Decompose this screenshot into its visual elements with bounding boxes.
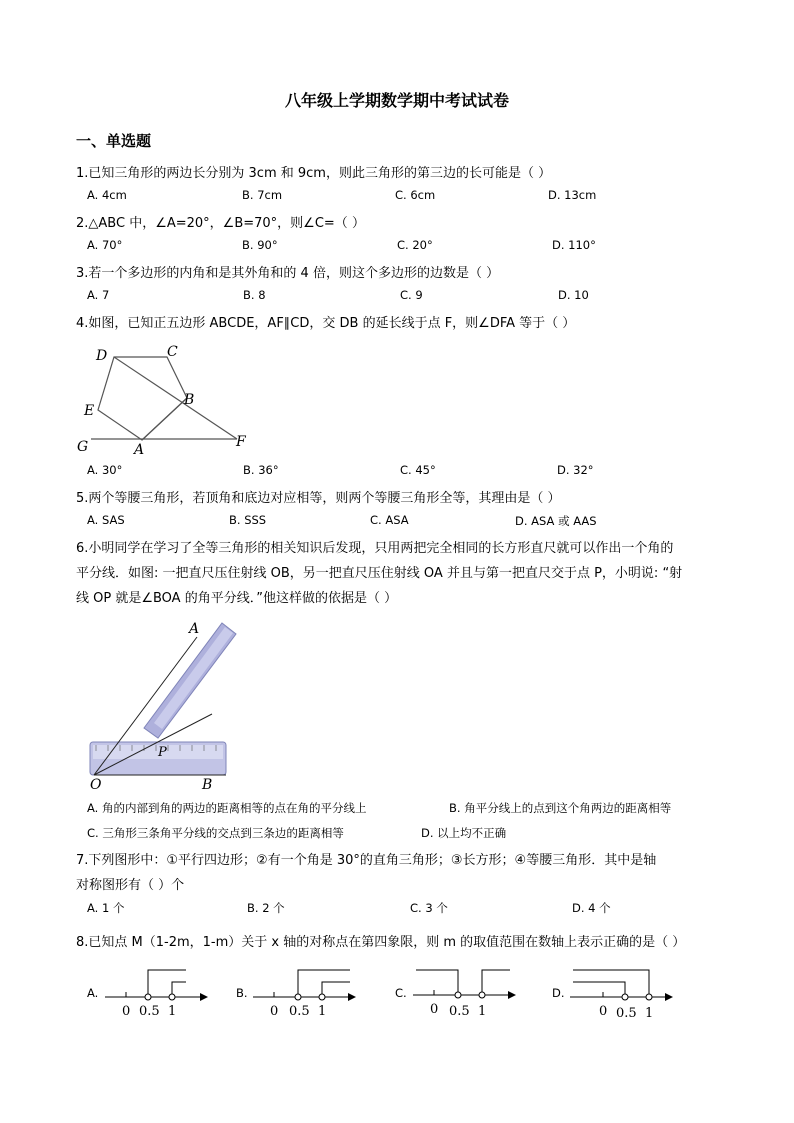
q7-option-d[interactable]: D. 4 个 (572, 901, 611, 915)
q4-option-a[interactable]: A. 30° (87, 463, 123, 477)
q7-option-c[interactable]: C. 3 个 (410, 901, 448, 915)
label-g: G (77, 439, 89, 455)
q1-option-c[interactable]: C. 6cm (395, 188, 436, 202)
label-c: C (167, 344, 178, 360)
question-8-text: 8.已知点 M（1-2m，1-m）关于 x 轴的对称点在第四象限，则 m 的取值范围在数轴上表示正确的是（ ） (76, 935, 686, 950)
label-b: B (202, 777, 213, 793)
q8-option-a[interactable]: A. (87, 986, 99, 1000)
label-b: B (184, 392, 195, 408)
q2-option-a[interactable]: A. 70° (87, 238, 123, 252)
q8-option-b[interactable]: B. (236, 986, 248, 1000)
q6-option-b[interactable]: B. 角平分线上的点到这个角两边的距离相等 (449, 801, 672, 815)
tick-0: 0 (270, 1004, 279, 1019)
q4-option-d[interactable]: D. 32° (557, 463, 594, 477)
tick-0: 0 (599, 1004, 608, 1019)
q8-option-d[interactable]: D. (552, 986, 565, 1000)
tick-1: 1 (478, 1004, 487, 1019)
tick-1: 1 (645, 1006, 654, 1020)
q6-option-d[interactable]: D. 以上均不正确 (421, 826, 507, 840)
pentagon-figure (72, 338, 262, 458)
q2-option-c[interactable]: C. 20° (397, 238, 433, 252)
q7-option-b[interactable]: B. 2 个 (247, 901, 285, 915)
label-e: E (84, 403, 95, 419)
q3-option-b[interactable]: B. 8 (243, 288, 266, 302)
question-6-line-1: 6.小明同学在学习了全等三角形的相关知识后发现，只用两把完全相同的长方形直尺就可以作出一个角的 (76, 541, 674, 556)
q4-option-c[interactable]: C. 45° (400, 463, 436, 477)
q5-option-c[interactable]: C. ASA (370, 513, 409, 527)
q1-option-a[interactable]: A. 4cm (87, 188, 127, 202)
q2-option-b[interactable]: B. 90° (242, 238, 278, 252)
tick-0: 0 (122, 1004, 131, 1019)
q3-option-a[interactable]: A. 7 (87, 288, 110, 302)
q7-option-a[interactable]: A. 1 个 (87, 901, 125, 915)
question-3-text: 3.若一个多边形的内角和是其外角和的 4 倍，则这个多边形的边数是（ ） (76, 266, 500, 281)
tick-0-5: 0.5 (139, 1004, 160, 1019)
q2-option-d[interactable]: D. 110° (552, 238, 596, 252)
question-5-text: 5.两个等腰三角形，若顶角和底边对应相等，则两个等腰三角形全等，其理由是（ ） (76, 491, 561, 506)
tick-1: 1 (318, 1004, 327, 1019)
q5-option-d[interactable]: D. ASA 或 AAS (515, 514, 597, 528)
label-a: A (134, 442, 145, 458)
question-7-line-2: 对称图形有（ ）个 (76, 878, 185, 893)
tick-1: 1 (168, 1004, 177, 1019)
label-d: D (96, 348, 108, 364)
label-f: F (236, 434, 246, 450)
q5-option-b[interactable]: B. SSS (229, 513, 267, 527)
section-heading: 一、单选题 (76, 132, 152, 150)
q6-option-c[interactable]: C. 三角形三条角平分线的交点到三条边的距离相等 (87, 826, 344, 840)
q3-option-c[interactable]: C. 9 (400, 288, 423, 302)
label-o: O (90, 777, 102, 793)
label-p: P (158, 745, 167, 760)
label-a: A (189, 621, 200, 637)
q6-option-a[interactable]: A. 角的内部到角的两边的距离相等的点在角的平分线上 (87, 801, 367, 815)
question-6-line-3: 线 OP 就是∠BOA 的角平分线．”他这样做的依据是（ ） (76, 591, 398, 606)
ruler-figure (84, 615, 244, 795)
number-line-b[interactable] (248, 965, 358, 1020)
question-6-line-2: 平分线．如图: 一把直尺压住射线 OB，另一把直尺压住射线 OA 并且与第一把直尺交于点 P，小明说: “射 (76, 566, 683, 581)
number-line-a[interactable] (100, 965, 210, 1020)
q4-option-b[interactable]: B. 36° (243, 463, 279, 477)
tick-0-5: 0.5 (616, 1006, 637, 1020)
question-2-text: 2.△ABC 中，∠A=20°，∠B=70°，则∠C=（ ） (76, 216, 365, 231)
q1-option-b[interactable]: B. 7cm (242, 188, 283, 202)
question-4-text: 4.如图，已知正五边形 ABCDE，AF∥CD，交 DB 的延长线于点 F，则∠DFA 等于（ ） (76, 316, 576, 331)
question-1-text: 1.已知三角形的两边长分别为 3cm 和 9cm，则此三角形的第三边的长可能是（ ） (76, 166, 552, 181)
tick-0-5: 0.5 (289, 1004, 310, 1019)
tick-0-5: 0.5 (449, 1004, 470, 1019)
tick-0: 0 (430, 1002, 439, 1017)
page-title: 八年级上学期数学期中考试试卷 (284, 91, 509, 110)
q8-option-c[interactable]: C. (395, 986, 407, 1000)
q5-option-a[interactable]: A. SAS (87, 513, 125, 527)
number-line-d[interactable] (565, 965, 675, 1020)
q1-option-d[interactable]: D. 13cm (548, 188, 597, 202)
q3-option-d[interactable]: D. 10 (558, 288, 589, 302)
number-line-c[interactable] (408, 965, 518, 1020)
question-7-line-1: 7.下列图形中：①平行四边形；②有一个角是 30°的直角三角形；③长方形；④等腰三角形．其中是轴 (76, 853, 657, 868)
